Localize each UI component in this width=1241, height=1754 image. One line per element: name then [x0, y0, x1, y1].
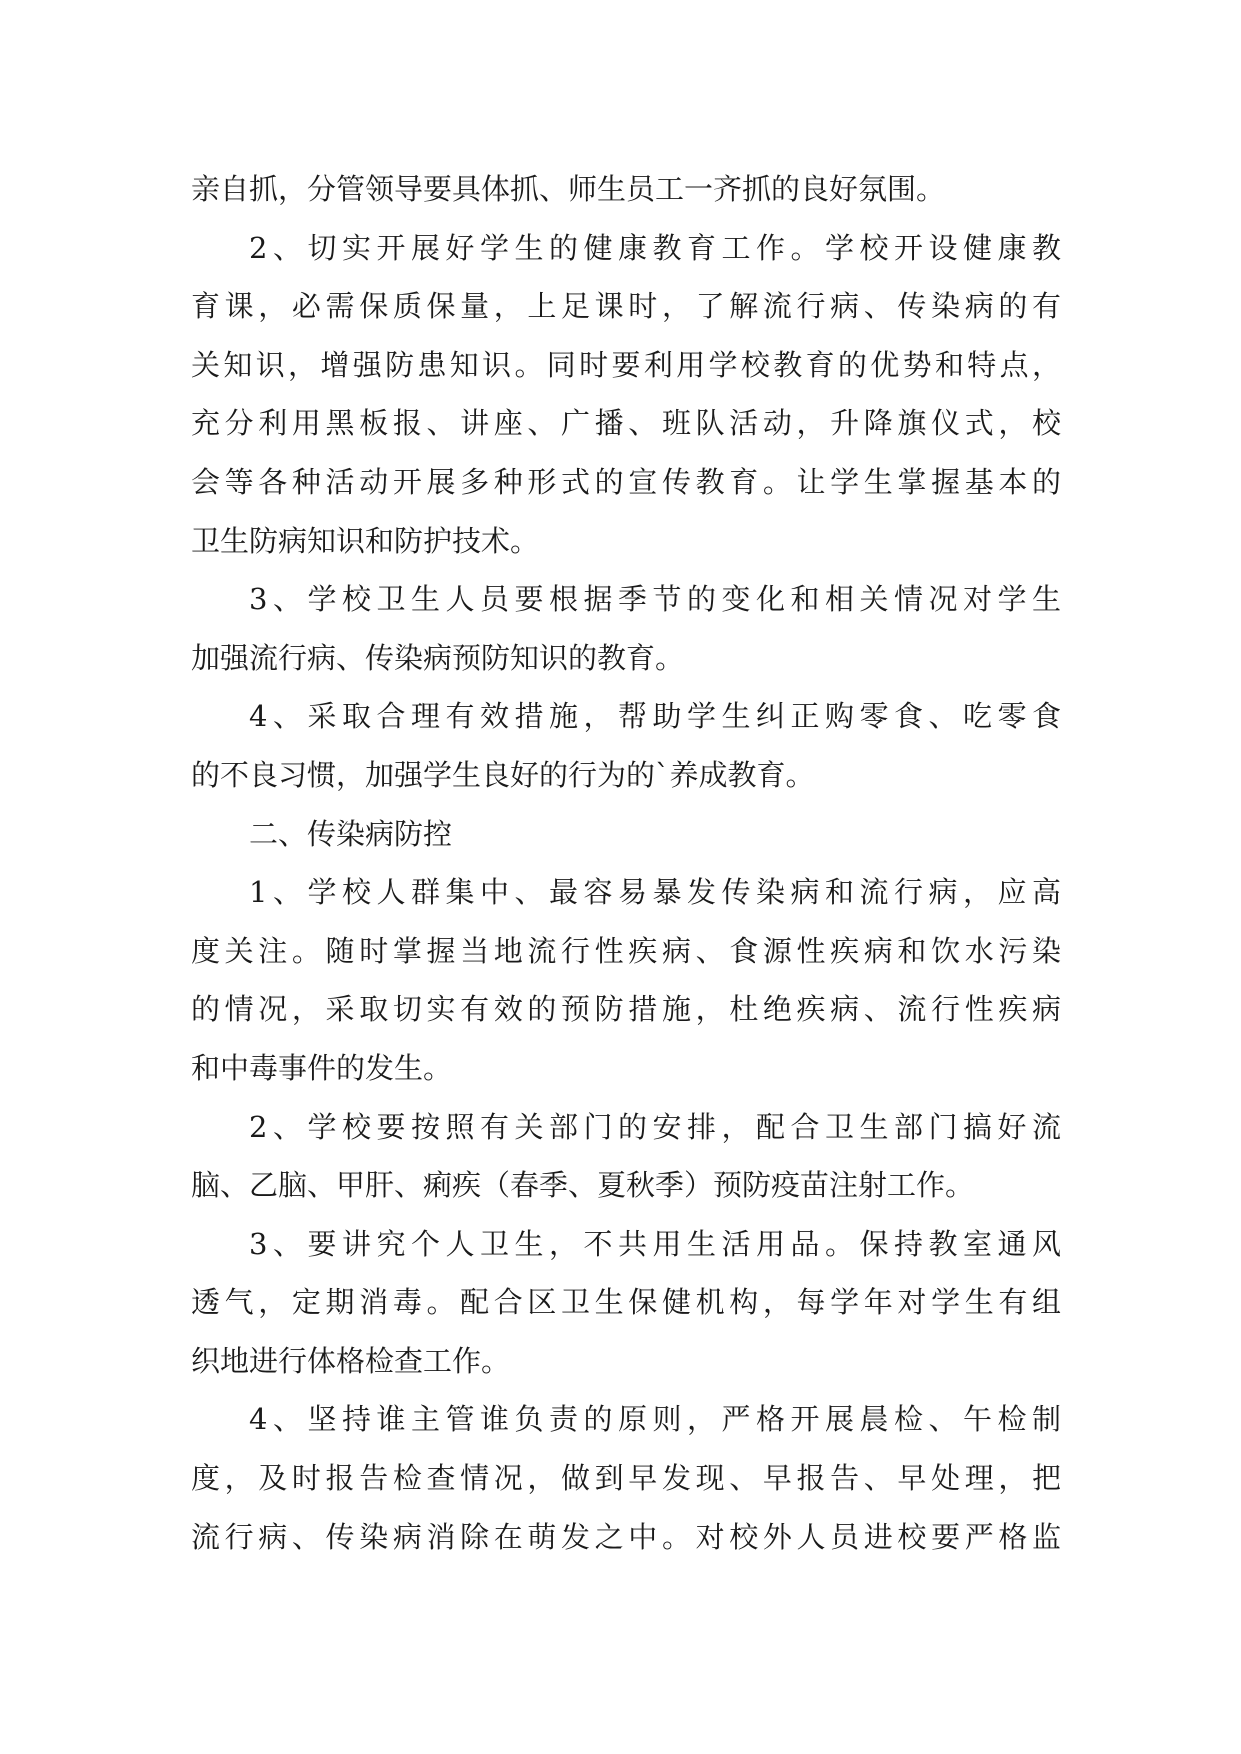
text-line: 脑、乙脑、甲肝、痢疾（春季、夏秋季）预防疫苗注射工作。: [191, 1168, 975, 1203]
text-line: 加强流行病、传染病预防知识的教育。: [191, 640, 685, 675]
text-line: 流行病、传染病消除在萌发之中。对校外人员进校要严格监: [191, 1519, 1061, 1554]
text-line: 4、采取合理有效措施，帮助学生纠正购零食、吃零食: [249, 699, 1061, 734]
text-line: 亲自抓，分管领导要具体抓、师生员工一齐抓的良好氛围。: [191, 172, 946, 206]
text-line: 3、学校卫生人员要根据季节的变化和相关情况对学生: [249, 582, 1061, 617]
text-line: 的情况，采取切实有效的预防措施，杜绝疾病、流行性疾病: [191, 992, 1061, 1027]
text-line: 2、切实开展好学生的健康教育工作。学校开设健康教: [249, 230, 1061, 265]
text-line: 度，及时报告检查情况，做到早发现、早报告、早处理，把: [191, 1461, 1061, 1496]
text-line: 织地进行体格检查工作。: [191, 1343, 511, 1378]
text-line: 2、学校要按照有关部门的安排，配合卫生部门搞好流: [249, 1109, 1061, 1144]
text-line: 关知识，增强防患知识。同时要利用学校教育的优势和特点，: [191, 347, 1061, 382]
text-line: 度关注。随时掌握当地流行性疾病、食源性疾病和饮水污染: [191, 933, 1061, 968]
document-body: [191, 160, 1061, 1566]
text-line: 4、坚持谁主管谁负责的原则，严格开展晨检、午检制: [249, 1402, 1061, 1437]
text-line: 会等各种活动开展多种形式的宣传教育。让学生掌握基本的: [191, 464, 1061, 499]
text-line: 和中毒事件的发生。: [191, 1050, 453, 1085]
text-line: 卫生防病知识和防护技术。: [191, 523, 540, 558]
text-line: 充分利用黑板报、讲座、广播、班队活动，升降旗仪式，校: [191, 406, 1061, 441]
text-line: 二、传染病防控: [249, 816, 453, 851]
text-line: 透气，定期消毒。配合区卫生保健机构，每学年对学生有组: [191, 1285, 1061, 1320]
text-line: 育课，必需保质保量，上足课时，了解流行病、传染病的有: [191, 289, 1061, 324]
text-line: 的不良习惯，加强学生良好的行为的`养成教育。: [191, 757, 815, 792]
text-line: 3、要讲究个人卫生，不共用生活用品。保持教室通风: [249, 1226, 1061, 1261]
text-line: 1、学校人群集中、最容易暴发传染病和流行病，应高: [249, 875, 1061, 910]
